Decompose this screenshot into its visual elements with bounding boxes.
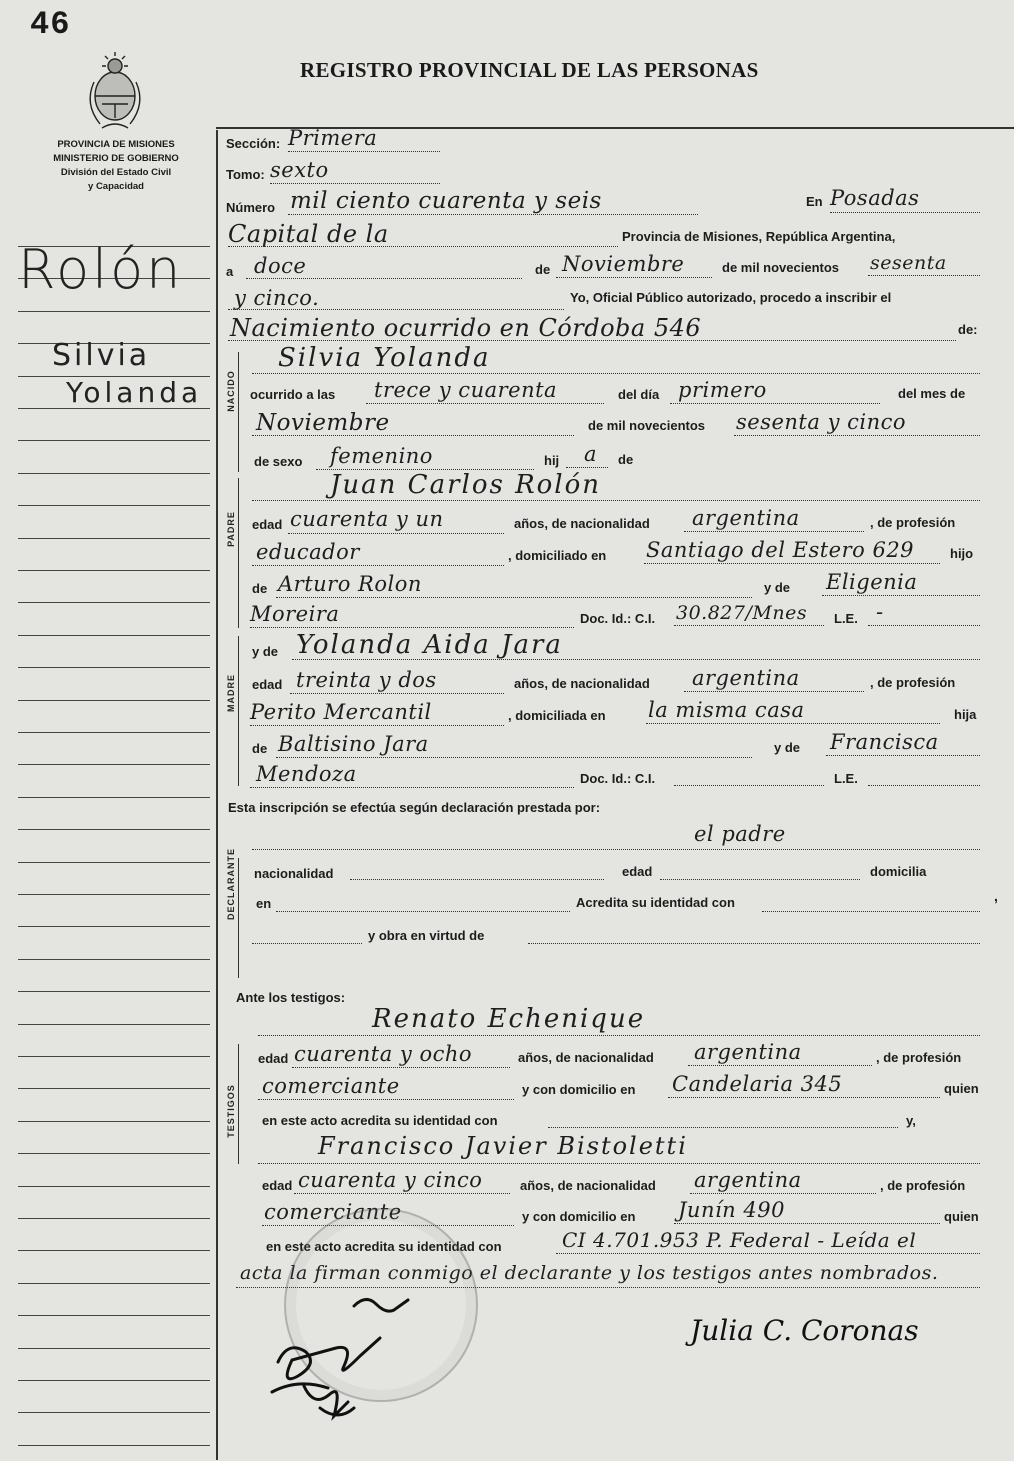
value-madre-prof: Perito Mercantil <box>250 700 432 724</box>
label-esta-inscripcion: Esta inscripción se efectúa según declaración prestada por: <box>228 800 601 815</box>
label-en: En <box>806 194 823 209</box>
label-ante-testigos: Ante los testigos: <box>236 990 346 1005</box>
value-padre-le: - <box>876 600 884 624</box>
label-hija: hija <box>954 707 977 722</box>
label-a: a <box>226 264 234 279</box>
label-padre-y-de: y de <box>764 580 791 595</box>
label-de-padres: de <box>618 452 634 467</box>
value-t2-nac: argentina <box>694 1168 802 1192</box>
issuing-office <box>16 138 216 194</box>
label-madre-de: de <box>252 741 268 756</box>
value-t2-edad: cuarenta y cinco <box>298 1168 483 1192</box>
page-number: 46 <box>30 6 71 43</box>
line-hij <box>566 466 608 468</box>
margin-rule-line <box>18 991 210 992</box>
margin-rule-line <box>18 1380 210 1381</box>
label-obra: y obra en virtud de <box>368 928 485 943</box>
label-t1-domicilio: y con domicilio en <box>522 1082 636 1097</box>
label-padre-de: de <box>252 581 268 596</box>
office-division: División del Estado Civil <box>60 167 172 178</box>
margin-rule-line <box>18 894 210 895</box>
coat-of-arms-emblem <box>80 52 150 132</box>
line-declarante-en <box>276 910 570 912</box>
value-t1-nac: argentina <box>694 1040 802 1064</box>
label-padre-nacionalidad: años, de nacionalidad <box>514 516 650 531</box>
value-madre-dom: la misma casa <box>648 698 805 722</box>
value-capital: Capital de la <box>228 220 389 248</box>
value-declarante: el padre <box>694 822 786 846</box>
line-t1-acredita <box>548 1126 898 1128</box>
value-padre-ci: 30.827/Mnes <box>676 602 808 624</box>
margin-rule-line <box>18 764 210 765</box>
line-t1-nac <box>688 1064 872 1066</box>
label-yo: Yo, Oficial Público autorizado, procedo a inscribir el <box>570 290 892 305</box>
line-nombre <box>252 372 980 374</box>
value-nombre: Silvia Yolanda <box>278 343 491 373</box>
line-madre-nombre <box>292 658 980 660</box>
label-padre-domicilio: , domiciliado en <box>508 548 607 563</box>
margin-rule-line <box>18 667 210 668</box>
line-tomo <box>270 182 440 184</box>
line-madre-edad <box>290 692 504 694</box>
label-t1-edad: edad <box>258 1051 289 1066</box>
margin-rule-line <box>18 538 210 539</box>
margin-surname: Rolón <box>18 238 184 301</box>
margin-rule-line <box>18 1088 210 1089</box>
label-seccion: Sección: <box>226 136 281 151</box>
line-anio-nac <box>734 434 980 436</box>
value-abuelo-m: Baltisino Jara <box>278 732 429 756</box>
value-t2-dom: Junín 490 <box>678 1198 785 1222</box>
line-madre-nac <box>684 690 864 692</box>
margin-rule-line <box>18 797 210 798</box>
line-madre-dom <box>646 722 940 724</box>
line-t1-prof <box>258 1098 514 1100</box>
margin-rule-line <box>18 1348 210 1349</box>
value-padre-edad: cuarenta y un <box>290 507 444 531</box>
value-t1-edad: cuarenta y ocho <box>294 1042 473 1066</box>
label-de-colon: de: <box>958 322 978 337</box>
margin-rule-line <box>18 829 210 830</box>
label-padre-edad: edad <box>252 517 283 532</box>
label-de-mil: de mil novecientos <box>722 260 840 275</box>
value-padre-nombre: Juan Carlos Rolón <box>330 470 602 500</box>
label-de-mil-nac: de mil novecientos <box>588 418 706 433</box>
margin-given-name-2: Yolanda <box>66 376 203 409</box>
label-madre-doc: Doc. Id.: C.I. <box>580 771 656 786</box>
line-t2-dom <box>674 1222 940 1224</box>
line-abuela <box>822 594 980 596</box>
label-y-comma: y, <box>906 1113 916 1128</box>
value-padre-dom: Santiago del Estero 629 <box>646 538 915 562</box>
label-declarante-nacionalidad: nacionalidad <box>254 866 334 881</box>
margin-rule-line <box>18 570 210 571</box>
margin-given-name-1: Silvia <box>52 338 151 373</box>
label-declarante-edad: edad <box>622 864 653 879</box>
section-testigos: TESTIGOS <box>226 1084 236 1138</box>
label-padre-doc: Doc. Id.: C.I. <box>580 611 656 626</box>
margin-rule-line <box>18 1153 210 1154</box>
document-title: REGISTRO PROVINCIAL DE LAS PERSONAS <box>300 58 759 82</box>
line-abuelo-m <box>276 756 752 758</box>
value-acto: Nacimiento ocurrido en Córdoba 546 <box>230 314 702 342</box>
value-seccion: Primera <box>288 126 378 150</box>
line-declarante-nac <box>350 878 604 880</box>
label-ocurrido: ocurrido a las <box>250 387 336 402</box>
line-obra-pre <box>252 942 362 944</box>
label-tomo: Tomo: <box>226 167 265 182</box>
office-ministry: MINISTERIO DE GOBIERNO <box>53 153 179 164</box>
margin-rule-line <box>18 1283 210 1284</box>
value-madre-nombre: Yolanda Aida Jara <box>296 630 563 660</box>
margin-rule-line <box>18 700 210 701</box>
label-t1-profesion: , de profesión <box>876 1050 962 1065</box>
label-madre-y-de: y de <box>252 644 279 659</box>
line-dia-nac <box>670 402 880 404</box>
value-lugar: Posadas <box>830 186 920 210</box>
line-anio-cont <box>228 308 564 310</box>
margin-rule-line <box>18 1024 210 1025</box>
margin-rule-line <box>18 1315 210 1316</box>
label-de: de <box>535 262 551 277</box>
value-padre-prof: educador <box>256 540 360 564</box>
margin-rule-line <box>18 1186 210 1187</box>
label-madre-y-de-2: y de <box>774 740 801 755</box>
line-anio <box>868 274 980 276</box>
value-abuela: Eligenia <box>826 570 918 594</box>
label-padre-profesion: , de profesión <box>870 515 956 530</box>
label-t2-edad: edad <box>262 1178 293 1193</box>
value-abuela-m-cont: Mendoza <box>256 762 357 786</box>
value-hora: trece y cuarenta <box>374 378 558 402</box>
label-t1-quien: quien <box>944 1081 979 1096</box>
line-madre-le <box>868 784 980 786</box>
label-t2-profesion: , de profesión <box>880 1178 966 1193</box>
line-t1-dom <box>668 1096 940 1098</box>
value-sexo: femenino <box>330 444 433 468</box>
value-anio: sesenta <box>870 252 947 274</box>
label-declarante-en: en <box>256 896 272 911</box>
line-abuela-cont <box>250 626 574 628</box>
edge-mark: , <box>994 888 998 904</box>
label-padre-le: L.E. <box>834 611 858 626</box>
margin-rule-line <box>18 1121 210 1122</box>
line-abuela-m <box>826 754 980 756</box>
label-numero: Número <box>226 200 276 215</box>
label-hij: hij <box>544 453 560 468</box>
line-abuela-m-cont <box>250 786 574 788</box>
margin-divider <box>216 130 218 1460</box>
line-madre-ci <box>674 784 824 786</box>
line-declarante-edad <box>660 878 860 880</box>
margin-rule-line <box>18 505 210 506</box>
value-anio-nac: sesenta y cinco <box>736 410 907 434</box>
line-padre-dom <box>644 562 940 564</box>
line-mes <box>556 276 712 278</box>
label-hijo: hijo <box>950 546 974 561</box>
office-capacity: y Capacidad <box>88 181 144 192</box>
value-testigo1: Renato Echenique <box>372 1004 646 1034</box>
label-madre-profesion: , de profesión <box>870 675 956 690</box>
official-signature: Julia C. Coronas <box>690 1314 919 1347</box>
label-t2-nacionalidad: años, de nacionalidad <box>520 1178 656 1193</box>
handwritten-signatures <box>258 1290 458 1440</box>
margin-rule-line <box>18 1412 210 1413</box>
line-abuelo <box>276 596 752 598</box>
value-dia-nac: primero <box>678 378 767 402</box>
line-hora <box>366 402 604 404</box>
line-obra <box>528 942 980 944</box>
margin-rule-line <box>18 440 210 441</box>
office-province: PROVINCIA DE MISIONES <box>57 139 175 150</box>
line-padre-nombre <box>252 499 980 501</box>
value-t2-prof: comerciante <box>264 1200 402 1224</box>
value-hij: a <box>584 442 598 466</box>
margin-rule-line <box>18 1250 210 1251</box>
label-del-dia: del día <box>618 387 660 402</box>
value-abuela-m: Francisca <box>830 730 939 754</box>
value-t2-id: CI 4.701.953 P. Federal - Leída el <box>562 1228 917 1252</box>
line-padre-prof <box>252 564 504 566</box>
label-acredita: Acredita su identidad con <box>576 895 735 910</box>
label-declarante-domicilia: domicilia <box>870 864 927 879</box>
section-declarante: DECLARANTE <box>226 848 236 920</box>
margin-rule-line <box>18 1056 210 1057</box>
line-acredita <box>762 910 980 912</box>
margin-rule-line <box>18 1218 210 1219</box>
value-mes: Noviembre <box>562 252 685 276</box>
line-madre-prof <box>250 724 504 726</box>
value-dia: doce <box>254 254 307 278</box>
label-madre-nacionalidad: años, de nacionalidad <box>514 676 650 691</box>
line-capital <box>228 245 618 247</box>
value-abuela-cont: Moreira <box>250 602 340 626</box>
margin-rule-line <box>18 959 210 960</box>
line-numero <box>288 213 698 215</box>
margin-rule-line <box>18 311 210 312</box>
label-madre-edad: edad <box>252 677 283 692</box>
section-padre: PADRE <box>226 511 236 547</box>
label-madre-domicilio: , domiciliada en <box>508 708 606 723</box>
line-padre-nac <box>684 530 864 532</box>
margin-rule-line <box>18 926 210 927</box>
value-anio-cont: y cinco. <box>234 286 320 310</box>
line-dia <box>246 277 522 279</box>
section-madre: MADRE <box>226 674 236 712</box>
line-t1-edad <box>292 1066 510 1068</box>
margin-rule-line <box>18 602 210 603</box>
label-t2-acredita: en este acto acredita su identidad con <box>266 1239 502 1254</box>
value-padre-nac: argentina <box>692 506 800 530</box>
label-madre-le: L.E. <box>834 771 858 786</box>
value-tomo: sexto <box>270 158 329 182</box>
line-t2-id <box>556 1252 980 1254</box>
line-acto <box>228 339 956 341</box>
line-declarante <box>252 848 980 850</box>
line-testigo1 <box>258 1034 980 1036</box>
value-mes-nac: Noviembre <box>256 410 390 436</box>
value-numero: mil ciento cuarenta y seis <box>290 188 602 214</box>
line-t2-nac <box>690 1192 876 1194</box>
line-lugar <box>830 211 980 213</box>
margin-rule-line <box>18 862 210 863</box>
value-cierre: acta la firman conmigo el declarante y los testigos antes nombrados. <box>240 1262 939 1284</box>
value-testigo2: Francisco Javier Bistoletti <box>318 1132 688 1160</box>
margin-rule-line <box>18 473 210 474</box>
section-nacido: NACIDO <box>226 370 236 412</box>
value-madre-nac: argentina <box>692 666 800 690</box>
line-mes-nac <box>252 434 574 436</box>
line-padre-le <box>868 624 980 626</box>
label-t1-nacionalidad: años, de nacionalidad <box>518 1050 654 1065</box>
margin-rule-line <box>18 1445 210 1446</box>
line-seccion <box>288 150 440 152</box>
label-t2-quien: quien <box>944 1209 979 1224</box>
value-t1-dom: Candelaria 345 <box>672 1072 843 1096</box>
value-abuelo: Arturo Rolon <box>278 572 422 596</box>
value-t1-prof: comerciante <box>262 1074 400 1098</box>
label-del-mes: del mes de <box>898 386 966 401</box>
margin-rule-line <box>18 635 210 636</box>
label-sexo: de sexo <box>254 454 303 469</box>
label-provincia: Provincia de Misiones, República Argentina, <box>622 229 896 244</box>
label-t1-acredita: en este acto acredita su identidad con <box>262 1113 498 1128</box>
line-t2-edad <box>294 1192 510 1194</box>
line-testigo2 <box>258 1162 980 1164</box>
label-t2-domicilio: y con domicilio en <box>522 1209 636 1224</box>
value-madre-edad: treinta y dos <box>296 668 437 692</box>
line-padre-ci <box>674 624 824 626</box>
margin-rule-line <box>18 732 210 733</box>
line-padre-edad <box>288 532 504 534</box>
